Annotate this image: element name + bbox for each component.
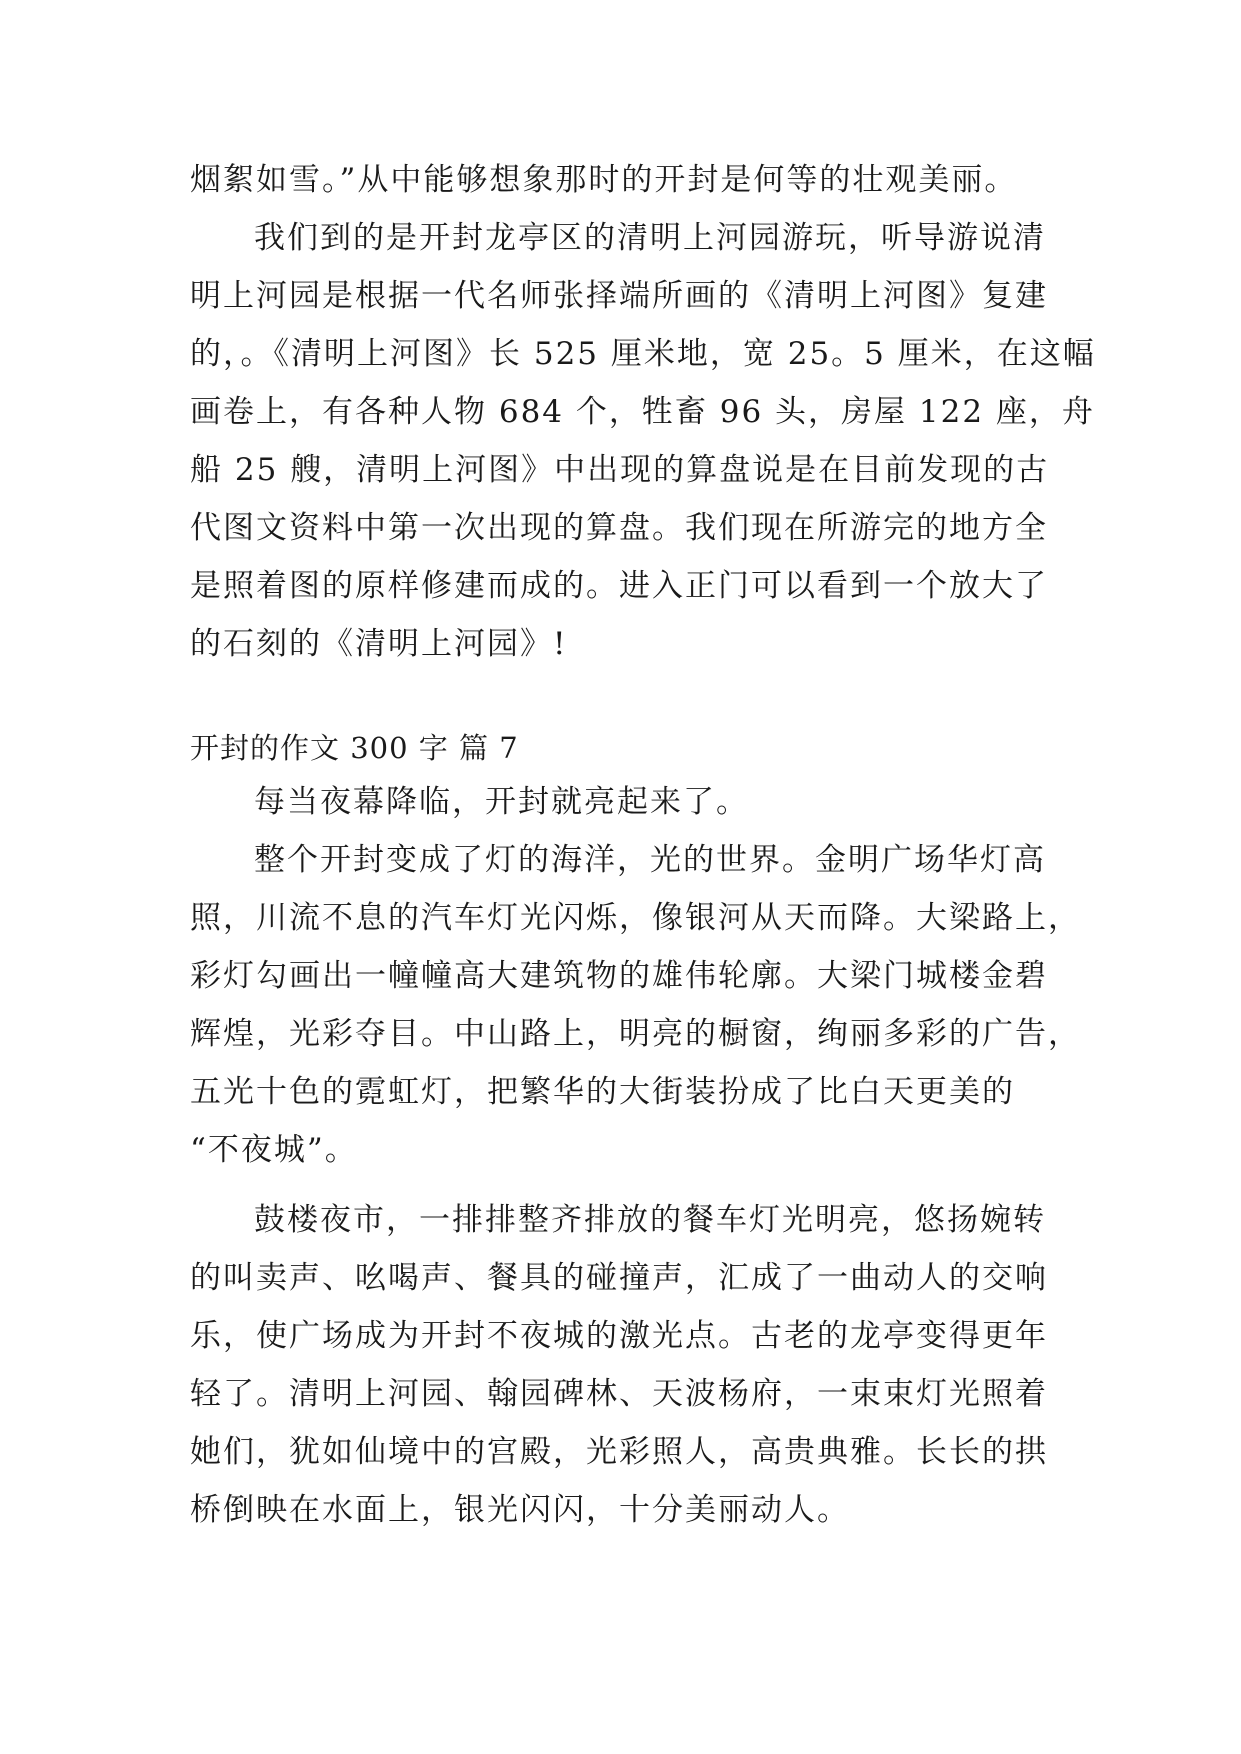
paragraph-line: 彩灯勾画出一幢幢高大建筑物的雄伟轮廓。大梁门城楼金碧 [190,958,1048,994]
paragraph-line: 每当夜幕降临，开封就亮起来了。 [254,784,749,820]
paragraph-line: 代图文资料中第一次出现的算盘。我们现在所游完的地方全 [190,510,1048,546]
paragraph-line: 桥倒映在水面上，银光闪闪，十分美丽动人。 [190,1492,850,1528]
paragraph-line: 整个开封变成了灯的海洋，光的世界。金明广场华灯高 [254,842,1046,878]
paragraph-line: 照，川流不息的汽车灯光闪烁，像银河从天而降。大梁路上， [190,900,1081,936]
paragraph-line: 的叫卖声、吆喝声、餐具的碰撞声，汇成了一曲动人的交响 [190,1260,1048,1296]
paragraph-line: 明上河园是根据一代名师张择端所画的《清明上河图》复建 [190,278,1048,314]
paragraph-line: 辉煌，光彩夺目。中山路上，明亮的橱窗，绚丽多彩的广告， [190,1016,1081,1052]
paragraph-line: 我们到的是开封龙亭区的清明上河园游玩，听导游说清 [254,220,1046,256]
paragraph-line: 五光十色的霓虹灯，把繁华的大街装扮成了比白天更美的 [190,1074,1015,1110]
paragraph-line: 轻了。清明上河园、翰园碑林、天波杨府，一束束灯光照着 [190,1376,1048,1412]
paragraph-line: 的石刻的《清明上河园》! [190,626,568,662]
paragraph-line: 鼓楼夜市，一排排整齐排放的餐车灯光明亮，悠扬婉转 [254,1202,1046,1238]
paragraph-line: 船 25 艘，清明上河图》中出现的算盘说是在目前发现的古 [190,452,1050,488]
paragraph-line: 她们，犹如仙境中的宫殿，光彩照人，高贵典雅。长长的拱 [190,1434,1048,1470]
paragraph-line: 是照着图的原样修建而成的。进入正门可以看到一个放大了 [190,568,1048,604]
paragraph-line: 烟絮如雪。”从中能够想象那时的开封是何等的壮观美丽。 [190,162,1018,198]
paragraph-line: 乐，使广场成为开封不夜城的激光点。古老的龙亭变得更年 [190,1318,1048,1354]
paragraph-line: 画卷上，有各种人物 684 个，牲畜 96 头，房屋 122 座，舟 [190,394,1095,430]
paragraph-line: 的，。《清明上河图》长 525 厘米地，宽 25。5 厘米，在这幅 [190,336,1096,372]
paragraph-line: “不夜城”。 [190,1132,358,1168]
section-heading: 开封的作文 300 字 篇 7 [190,731,519,765]
